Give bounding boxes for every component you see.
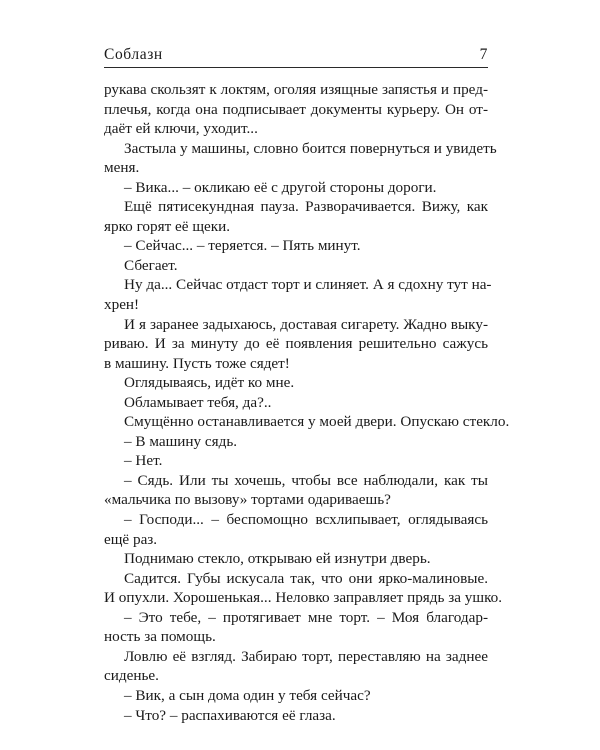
text-line: – В машину сядь. — [124, 432, 238, 450]
text-line: – Господи... – беспомощно всхлипывает, оглядываясь — [124, 511, 488, 529]
text-line: – Сейчас... – теряется. – Пять минут. — [124, 237, 361, 255]
text-line: И я заранее задыхаюсь, доставая сигарету. Жадно выку- — [124, 315, 488, 333]
running-header — [104, 40, 488, 64]
page-number: 7 — [479, 46, 488, 63]
text-line: – Вика... – окликаю её с другой стороны дороги. — [124, 178, 437, 196]
text-line: – Сядь. Или ты хочешь, чтобы все наблюдали, как ты — [124, 471, 488, 489]
text-line: Оглядываясь, идёт ко мне. — [124, 374, 295, 392]
text-line: Сбегает. — [124, 256, 178, 274]
text-line: сиденье. — [104, 667, 159, 685]
text-line: ярко горят её щеки. — [104, 217, 231, 235]
running-title: Соблазн — [104, 46, 163, 63]
text-line: – Вик, а сын дома один у тебя сейчас? — [124, 686, 371, 704]
text-line: ность за помощь. — [104, 628, 216, 646]
text-line: Ещё пятисекундная пауза. Разворачивается. Вижу, как — [124, 198, 488, 216]
text-line: И опухли. Хорошенькая... Неловко заправляет прядь за ушко. — [104, 589, 503, 607]
text-line: риваю. И за минуту до её появления решительно сажусь — [104, 335, 488, 353]
text-line: – Что? – распахиваются её глаза. — [124, 706, 336, 724]
text-line: даёт ей ключи, уходит... — [104, 120, 258, 138]
text-line: – Это тебе, – протягивает мне торт. – Моя благодар- — [124, 608, 488, 626]
text-line: Ловлю её взгляд. Забираю торт, переставляю на заднее — [124, 647, 488, 665]
text-line: рукава скользят к локтям, оголяя изящные запястья и пред- — [104, 81, 488, 98]
text-line: Ну да... Сейчас отдаст торт и слиняет. А я сдохну тут на- — [124, 276, 492, 294]
text-line: Поднимаю стекло, открываю ей изнутри дверь. — [124, 550, 431, 568]
text-line: Обламывает тебя, да?.. — [124, 393, 272, 411]
text-line: ещё раз. — [104, 530, 158, 548]
text-line: «мальчика по вызову» тортами одариваешь? — [104, 491, 391, 509]
text-line: Смущённо останавливается у моей двери. Опускаю стекло. — [124, 413, 510, 431]
text-line: в машину. Пусть тоже сядет! — [104, 354, 290, 372]
text-line: Застыла у машины, словно боится повернуться и увидеть — [124, 139, 497, 157]
header-rule — [104, 67, 488, 68]
text-line: Садится. Губы искусала так, что они ярко-малиновые. — [124, 569, 488, 587]
body-text — [104, 80, 510, 725]
text-line: плечья, когда она подписывает документы курьеру. Он от- — [104, 100, 488, 118]
text-line: меня. — [104, 159, 140, 177]
text-line: – Нет. — [124, 452, 163, 470]
text-line: хрен! — [104, 296, 140, 314]
